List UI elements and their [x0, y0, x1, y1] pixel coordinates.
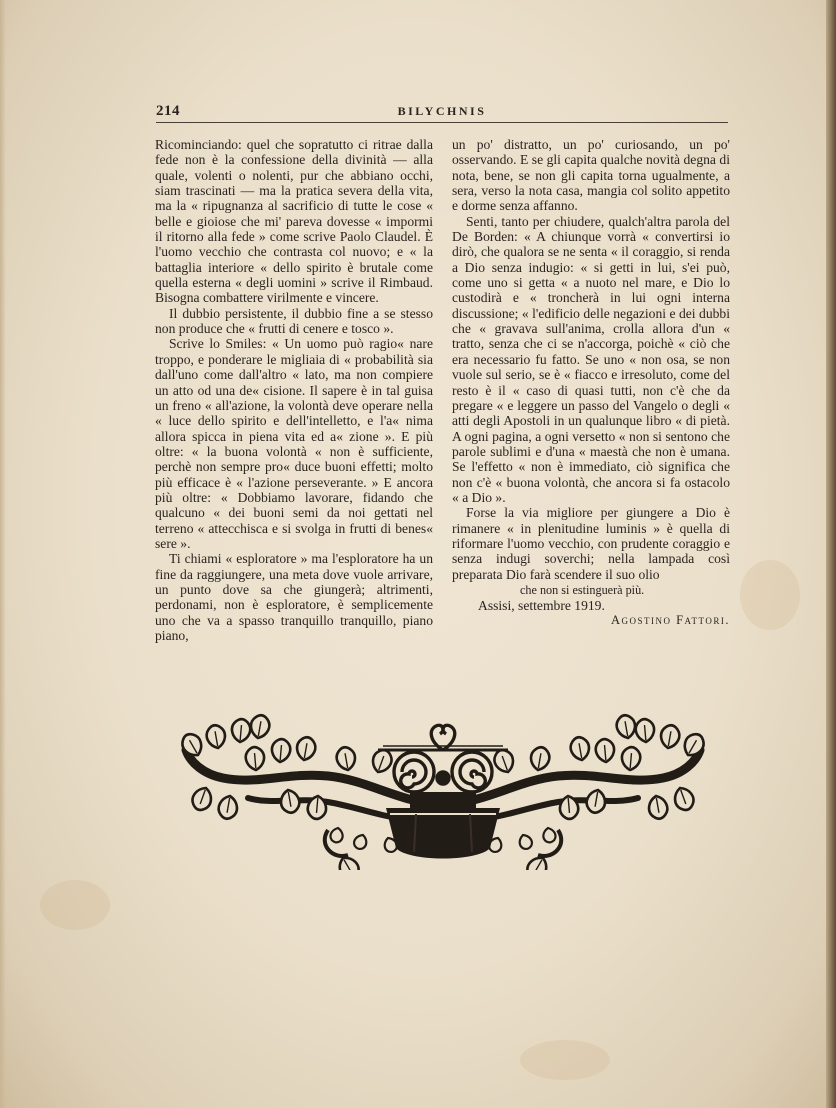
page-number: 214 [156, 103, 180, 119]
paper-stain [520, 1040, 610, 1080]
paragraph: un po' distratto, un po' curiosando, un po' osservando. E se gli capita qualche novità degna di nota, bene, se non gli capita torna ugualmente, a sera, verso la nota casa, mangia col solito appetito e dorme senza affanno. [452, 137, 730, 214]
paragraph: Ti chiami « esploratore » ma l'esploratore ha un fine da raggiungere, una meta dove vuole arrivare, un punto dove sa che giungerà; altrimenti, perdonami, non è esploratore, è semplicemente uno che va a spasso tranquillo tranquillo, piano piano, [155, 551, 433, 643]
right-text-column [452, 137, 730, 629]
page-header [156, 100, 728, 123]
paragraph: Senti, tanto per chiudere, qualch'altra parola del De Borden: « A chiunque vorrà « convertirsi io dirò, che qualora se ne senta « il coraggio, si renda a Dio senza indugio: « si getti in lui, s'ei può, come uno si getta « a nuoto nel mare, e Dio lo custodirà e « troncherà in lui ogni interna discussione; « l'edificio delle negazioni e dei dubbi che « gravava sull'anima, crolla allora d'un « tratto, senza che ci se n'accorga, poichè « ciò che era necessario fu fatto. Se uno « non osa, se non vuole sul serio, se è « fiacco e irresoluto, come del resto è il « caso di quasi tutti, non c'è che da pregare « e leggere un passo del Vangelo o degli « atti degli Apostoli in un qualunque libro « di pietà. A ogni pagina, a ogni versetto « non si sentono che parole sublimi e d'una « maestà che non è umana. Se l'effetto « non è immediato, ciò significa che non c'è « buona volontà, che ancora si fa ostacolo « a Dio ». [452, 213, 730, 505]
spirals [394, 725, 492, 792]
page-left-edge [0, 0, 6, 1108]
paragraph: Scrive lo Smiles: « Un uomo può ragio« nare troppo, e ponderare le migliaia di « probabilità sia dall'uno come dall'altro « lato, ma non compiere un atto od una de« cisione. Il sapere è in tal guisa un freno « all'azione, la volontà deve operare nella « luce dello spirito e dell'intelletto, e l'a« nima allora spicca in piena vita ed a« zione ». E più oltre: « la buona volontà « non è sufficiente, perchè non sempre pro« duce buoni effetti; molto più efficace è « l'azione perseverante. » E ancora più oltre: « Dobbiamo lavorare, fidando che qualcuno « dei buoni semi da noi gettati nel terreno « attecchisca e si svolga in frutti di benes« sere ». [155, 336, 433, 551]
place-date: Assisi, settembre 1919. [478, 597, 605, 613]
paragraph: Il dubbio persistente, il dubbio fine a se stesso non produce che « frutti di cenere e tosco ». [155, 305, 433, 337]
page-right-edge [826, 0, 836, 1108]
left-text-column [155, 137, 433, 643]
paper-stain [740, 560, 800, 630]
author-signature: Agostino Fattori. [610, 613, 730, 628]
paragraph: Forse la via migliore per giungere a Dio è rimanere « in plenitudine luminis » è quella di riformare l'uomo vecchio, con prudente coraggio e senza indugi soverchi; nella lampada così preparata Dio farà scendere il suo olio [452, 505, 730, 582]
floral-vase-ornament [178, 710, 708, 870]
running-title: BILYCHNIS [397, 104, 487, 118]
paper-stain [40, 880, 110, 930]
closing-verse: che non si estinguerà più. [520, 582, 645, 597]
paragraph: Ricominciando: quel che sopratutto ci ritrae dalla fede non è la confessione della divinità — alla quale, volenti o nolenti, pur che abbiano occhi, siam trascinati — ma la pratica severa della vita, ma la « ripugnanza al sacrificio di tutte le cose « belle e gioiose che mi' pareva dovesse « impormi il ritorno alla fede » come scrive Paolo Claudel. È l'uomo vecchio che contrasta col nuovo; e « la battaglia interiore « dello spirito è brutale come quella esterna « degli uomini » scrive il Rimbaud. Bisogna combattere virilmente e vincere. [155, 137, 433, 306]
